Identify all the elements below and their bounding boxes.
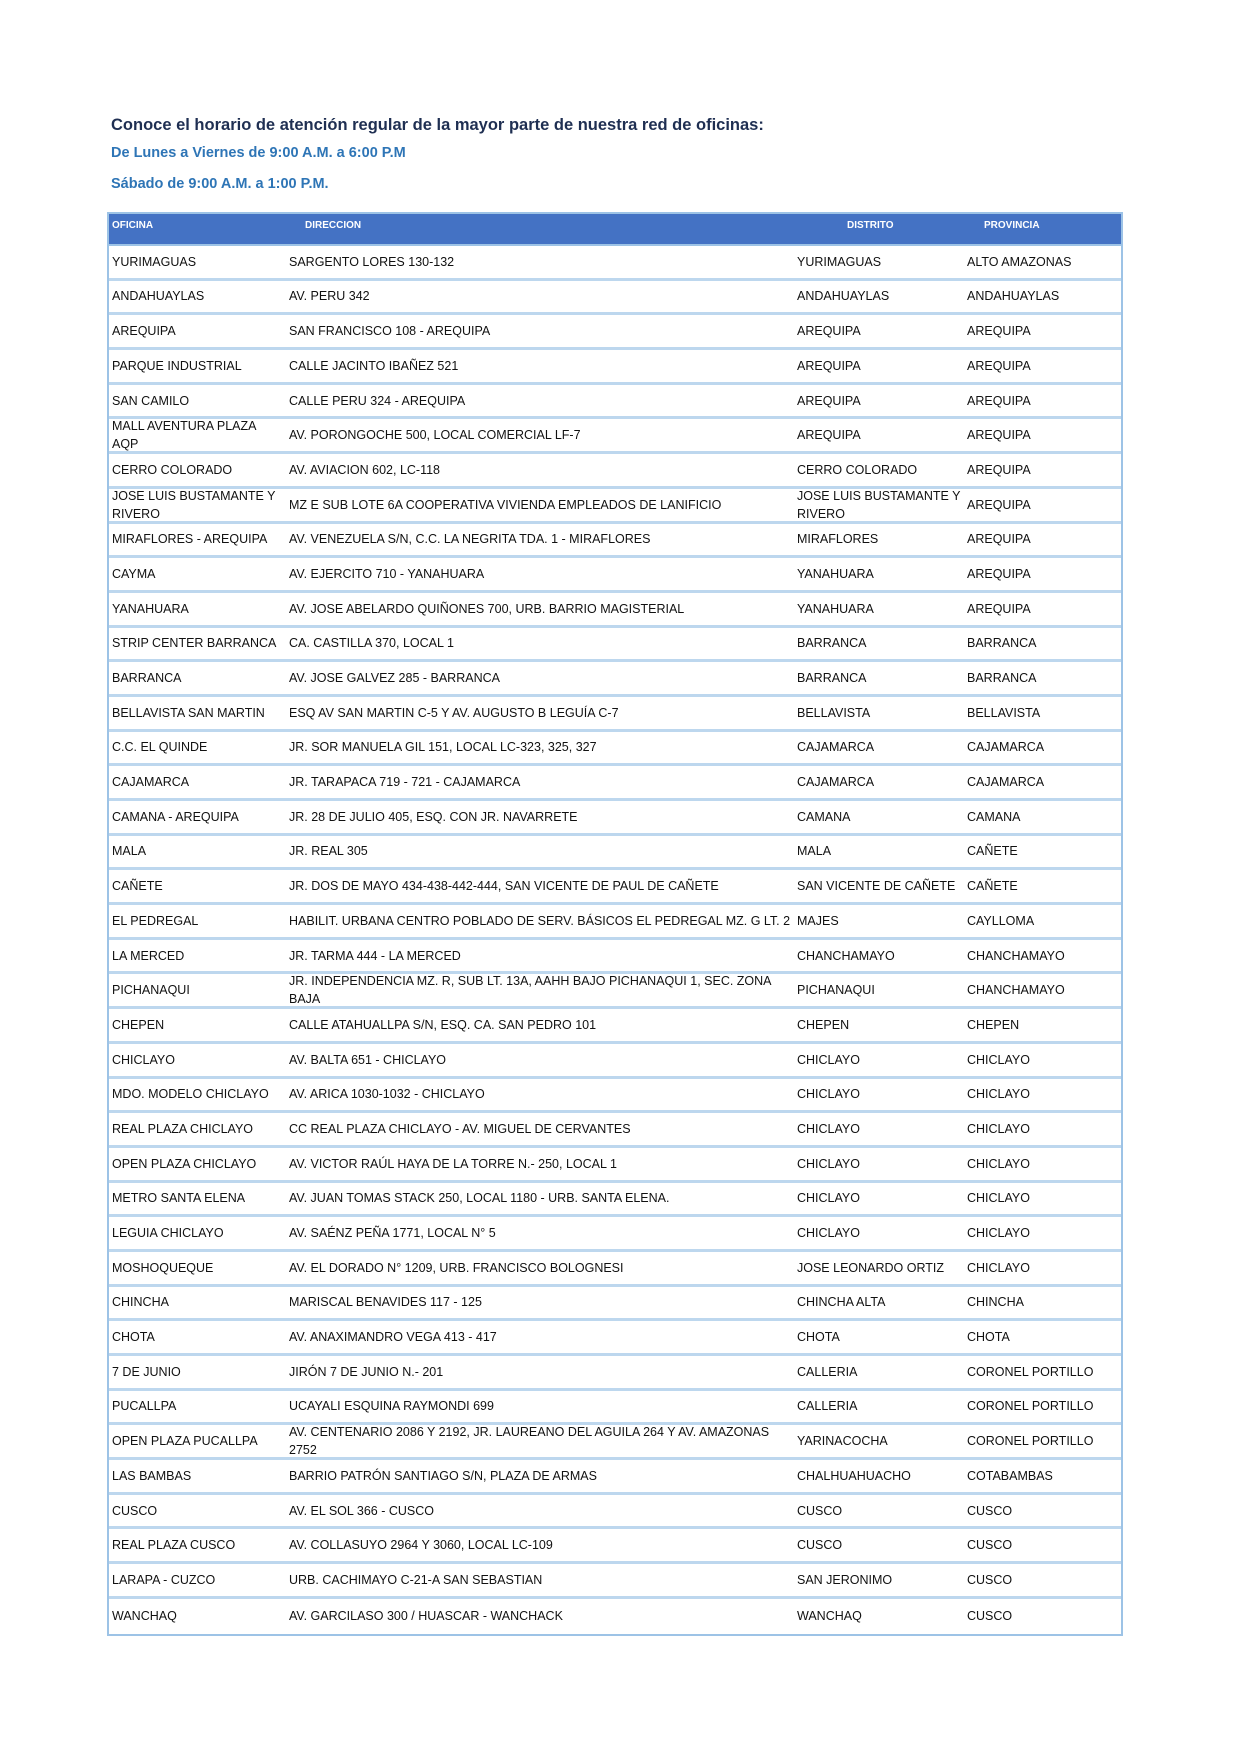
cell-provincia: AREQUIPA [967,532,1031,547]
cell-provincia: CUSCO [967,1503,1013,1518]
cell-oficina: EL PEDREGAL [112,913,199,928]
cell-oficina: MALA [112,844,147,859]
cell-oficina: CERRO COLORADO [112,462,233,477]
cell-oficina: CAMANA - AREQUIPA [112,809,239,824]
cell-direccion: AV. JOSE ABELARDO QUIÑONES 700, URB. BARRIO MAGISTERIAL [289,601,685,616]
cell-oficina: OPEN PLAZA CHICLAYO [112,1156,257,1171]
cell-provincia: CHINCHA [967,1295,1024,1310]
cell-direccion: ESQ AV SAN MARTIN C-5 Y AV. AUGUSTO B LEGUÍA C-7 [289,705,619,720]
cell-direccion: AV. JUAN TOMAS STACK 250, LOCAL 1180 - URB. SANTA ELENA. [289,1191,670,1206]
cell-provincia: ANDAHUAYLAS [967,289,1060,304]
cell-provincia: BARRANCA [967,636,1037,651]
table-row [109,593,1121,628]
cell-oficina: BARRANCA [112,671,182,686]
cell-direccion: CALLE PERU 324 - AREQUIPA [289,393,466,408]
cell-provincia: CHANCHAMAYO [967,983,1065,998]
cell-distrito: CHICLAYO [797,1191,860,1206]
cell-direccion: UCAYALI ESQUINA RAYMONDI 699 [289,1399,494,1414]
table-row [109,489,1121,524]
cell-direccion: CA. CASTILLA 370, LOCAL 1 [289,636,454,651]
cell-oficina: METRO SANTA ELENA [112,1191,246,1206]
cell-provincia: CAYLLOMA [967,913,1035,928]
cell-distrito: CUSCO [797,1503,843,1518]
cell-distrito: PICHANAQUI [797,983,875,998]
cell-distrito: CHICLAYO [797,1226,860,1241]
cell-distrito: CALLERIA [797,1399,858,1414]
cell-distrito: WANCHAQ [797,1609,862,1624]
cell-distrito: MIRAFLORES [797,532,879,547]
cell-oficina: YANAHUARA [112,601,189,616]
cell-direccion: AV. JOSE GALVEZ 285 - BARRANCA [289,671,500,686]
cell-oficina: 7 DE JUNIO [112,1364,181,1379]
cell-distrito: AREQUIPA [797,428,861,443]
table-row [109,1356,1121,1391]
table-row [109,1564,1121,1599]
cell-provincia: CAÑETE [967,844,1018,859]
cell-provincia: CORONEL PORTILLO [967,1434,1094,1449]
cell-direccion: JR. 28 DE JULIO 405, ESQ. CON JR. NAVARRETE [289,809,578,824]
cell-distrito: CHICLAYO [797,1052,860,1067]
cell-oficina: WANCHAQ [112,1609,177,1624]
table-row [109,1321,1121,1356]
table-row [109,1425,1121,1460]
cell-distrito: BARRANCA [797,671,867,686]
cell-direccion: AV. EL DORADO N° 1209, URB. FRANCISCO BOLOGNESI [289,1260,624,1275]
table-row [109,1183,1121,1218]
cell-oficina: CHEPEN [112,1017,165,1032]
table-row [109,732,1121,767]
table-row [109,940,1121,975]
table-row [109,1009,1121,1044]
table-row [109,870,1121,905]
cell-direccion: AV. BALTA 651 - CHICLAYO [289,1052,447,1067]
cell-distrito: YANAHUARA [797,601,874,616]
cell-oficina: MIRAFLORES - AREQUIPA [112,532,268,547]
cell-provincia: CHEPEN [967,1017,1020,1032]
cell-direccion: AV. EJERCITO 710 - YANAHUARA [289,566,485,581]
cell-oficina: LEGUIA CHICLAYO [112,1226,224,1241]
column-header-oficina: OFICINA [112,220,154,231]
cell-oficina: LA MERCED [112,948,185,963]
table-row [109,350,1121,385]
table-row [109,315,1121,350]
cell-provincia: CHICLAYO [967,1226,1030,1241]
table-body [109,246,1121,1634]
table-row [109,1148,1121,1183]
cell-direccion: JIRÓN 7 DE JUNIO N.- 201 [289,1364,444,1379]
cell-distrito: MALA [797,844,832,859]
column-header-direccion: DIRECCION [305,220,362,231]
cell-distrito: CHICLAYO [797,1087,860,1102]
cell-distrito: BELLAVISTA [797,705,871,720]
column-header-provincia: PROVINCIA [984,220,1040,231]
cell-oficina: PUCALLPA [112,1399,177,1414]
cell-direccion: AV. AVIACION 602, LC-118 [289,462,441,477]
cell-oficina: C.C. EL QUINDE [112,740,208,755]
cell-oficina: MDO. MODELO CHICLAYO [112,1087,269,1102]
cell-oficina: CHOTA [112,1330,155,1345]
cell-direccion: JR. REAL 305 [289,844,368,859]
cell-provincia: CAJAMARCA [967,740,1045,755]
cell-provincia: CAÑETE [967,879,1018,894]
cell-direccion: CC REAL PLAZA CHICLAYO - AV. MIGUEL DE CERVANTES [289,1121,631,1136]
cell-distrito: SAN JERONIMO [797,1572,893,1587]
table-row [109,1391,1121,1426]
cell-oficina: CAÑETE [112,879,163,894]
cell-provincia: AREQUIPA [967,358,1031,373]
cell-provincia: CHOTA [967,1330,1010,1345]
cell-oficina: CHICLAYO [112,1052,175,1067]
cell-direccion: AV. ANAXIMANDRO VEGA 413 - 417 [289,1330,497,1345]
cell-direccion: SAN FRANCISCO 108 - AREQUIPA [289,324,491,339]
table-row [109,1287,1121,1322]
cell-direccion: CALLE ATAHUALLPA S/N, ESQ. CA. SAN PEDRO 101 [289,1017,597,1032]
table-row [109,1044,1121,1079]
cell-distrito: JOSE LUIS BUSTAMANTE Y RIVERO [797,488,961,521]
cell-direccion: AV. PORONGOCHE 500, LOCAL COMERCIAL LF-7 [289,428,581,443]
cell-provincia: AREQUIPA [967,566,1031,581]
cell-distrito: YARINACOCHA [797,1434,888,1449]
cell-oficina: REAL PLAZA CHICLAYO [112,1121,254,1136]
cell-direccion: CALLE JACINTO IBAÑEZ 521 [289,358,459,373]
cell-oficina: CAYMA [112,566,156,581]
cell-distrito: CAMANA [797,809,851,824]
cell-direccion: AV. VICTOR RAÚL HAYA DE LA TORRE N.- 250, LOCAL 1 [289,1156,617,1171]
cell-distrito: SAN VICENTE DE CAÑETE [797,879,956,894]
cell-direccion: MARISCAL BENAVIDES 117 - 125 [289,1295,482,1310]
cell-oficina: MALL AVENTURA PLAZA AQP [112,419,256,452]
cell-oficina: LAS BAMBAS [112,1468,192,1483]
cell-distrito: CHINCHA ALTA [797,1295,886,1310]
weekday-hours: De Lunes a Viernes de 9:00 A.M. a 6:00 P.M [111,145,406,161]
cell-provincia: AREQUIPA [967,393,1031,408]
table-row [109,1217,1121,1252]
cell-distrito: YURIMAGUAS [797,254,882,269]
cell-provincia: CAJAMARCA [967,775,1045,790]
cell-distrito: AREQUIPA [797,324,861,339]
cell-provincia: BELLAVISTA [967,705,1041,720]
cell-direccion: AV. ARICA 1030-1032 - CHICLAYO [289,1087,485,1102]
table-row [109,1529,1121,1564]
table-row [109,558,1121,593]
cell-direccion: AV. COLLASUYO 2964 Y 3060, LOCAL LC-109 [289,1538,553,1553]
saturday-hours: Sábado de 9:00 A.M. a 1:00 P.M. [111,176,329,192]
cell-distrito: CHALHUAHUACHO [797,1468,911,1483]
cell-provincia: COTABAMBAS [967,1468,1053,1483]
page-title: Conoce el horario de atención regular de la mayor parte de nuestra red de oficinas: [111,116,764,134]
cell-oficina: STRIP CENTER BARRANCA [112,636,277,651]
table-row [109,766,1121,801]
cell-distrito: AREQUIPA [797,358,861,373]
cell-oficina: PARQUE INDUSTRIAL [112,358,242,373]
cell-direccion: AV. EL SOL 366 - CUSCO [289,1503,434,1518]
table-row [109,801,1121,836]
cell-distrito: CALLERIA [797,1364,858,1379]
cell-distrito: CHICLAYO [797,1156,860,1171]
cell-direccion: JR. DOS DE MAYO 434-438-442-444, SAN VICENTE DE PAUL DE CAÑETE [289,879,719,894]
cell-distrito: CHOTA [797,1330,840,1345]
cell-direccion: AV. VENEZUELA S/N, C.C. LA NEGRITA TDA. 1 - MIRAFLORES [289,532,651,547]
table-row [109,1599,1121,1634]
cell-provincia: ALTO AMAZONAS [967,254,1072,269]
cell-direccion: MZ E SUB LOTE 6A COOPERATIVA VIVIENDA EMPLEADOS DE LANIFICIO [289,497,722,512]
cell-provincia: CHANCHAMAYO [967,948,1065,963]
cell-direccion: AV. SAÉNZ PEÑA 1771, LOCAL N° 5 [289,1226,496,1241]
table-row [109,281,1121,316]
cell-provincia: BARRANCA [967,671,1037,686]
cell-oficina: OPEN PLAZA PUCALLPA [112,1434,258,1449]
cell-distrito: CHICLAYO [797,1121,860,1136]
cell-distrito: CAJAMARCA [797,740,875,755]
cell-oficina: PICHANAQUI [112,983,190,998]
cell-provincia: AREQUIPA [967,601,1031,616]
cell-provincia: AREQUIPA [967,324,1031,339]
cell-direccion: AV. GARCILASO 300 / HUASCAR - WANCHACK [289,1609,563,1624]
cell-oficina: REAL PLAZA CUSCO [112,1538,236,1553]
table-row [109,1460,1121,1495]
table-row [109,454,1121,489]
cell-provincia: CHICLAYO [967,1121,1030,1136]
cell-direccion: SARGENTO LORES 130-132 [289,254,455,269]
cell-distrito: ANDAHUAYLAS [797,289,890,304]
cell-oficina: CUSCO [112,1503,158,1518]
column-header-distrito: DISTRITO [847,220,894,231]
cell-distrito: CHANCHAMAYO [797,948,895,963]
cell-distrito: CAJAMARCA [797,775,875,790]
cell-direccion: JR. TARAPACA 719 - 721 - CAJAMARCA [289,775,521,790]
table-row [109,246,1121,281]
offices-table [107,212,1123,1636]
cell-direccion: BARRIO PATRÓN SANTIAGO S/N, PLAZA DE ARMAS [289,1468,597,1483]
cell-direccion: AV. PERU 342 [289,289,370,304]
cell-provincia: AREQUIPA [967,462,1031,477]
cell-oficina: ANDAHUAYLAS [112,289,205,304]
cell-oficina: YURIMAGUAS [112,254,197,269]
cell-direccion: JR. INDEPENDENCIA MZ. R, SUB LT. 13A, AAHH BAJO PICHANAQUI 1, SEC. ZONA BAJA [289,974,771,1007]
cell-direccion: JR. SOR MANUELA GIL 151, LOCAL LC-323, 325, 327 [289,740,597,755]
cell-provincia: CUSCO [967,1572,1013,1587]
cell-distrito: MAJES [797,913,839,928]
cell-provincia: CHICLAYO [967,1156,1030,1171]
cell-provincia: CHICLAYO [967,1191,1030,1206]
table-row [109,662,1121,697]
cell-direccion: HABILIT. URBANA CENTRO POBLADO DE SERV. BÁSICOS EL PEDREGAL MZ. G LT. 2 [289,913,791,928]
cell-provincia: CHICLAYO [967,1260,1030,1275]
cell-distrito: CERRO COLORADO [797,462,918,477]
table-header [109,214,1121,246]
table-row [109,524,1121,559]
cell-provincia: CUSCO [967,1609,1013,1624]
cell-oficina: JOSE LUIS BUSTAMANTE Y RIVERO [112,488,276,521]
cell-provincia: CAMANA [967,809,1021,824]
table-row [109,1252,1121,1287]
cell-provincia: AREQUIPA [967,497,1031,512]
cell-oficina: CHINCHA [112,1295,169,1310]
cell-distrito: BARRANCA [797,636,867,651]
cell-oficina: MOSHOQUEQUE [112,1260,214,1275]
cell-provincia: CHICLAYO [967,1087,1030,1102]
cell-direccion: URB. CACHIMAYO C-21-A SAN SEBASTIAN [289,1572,543,1587]
cell-distrito: JOSE LEONARDO ORTIZ [797,1260,945,1275]
cell-oficina: LARAPA - CUZCO [112,1572,216,1587]
table-row [109,836,1121,871]
cell-distrito: YANAHUARA [797,566,874,581]
table-row [109,1079,1121,1114]
cell-direccion: JR. TARMA 444 - LA MERCED [289,948,461,963]
cell-distrito: CHEPEN [797,1017,850,1032]
cell-provincia: CHICLAYO [967,1052,1030,1067]
cell-oficina: BELLAVISTA SAN MARTIN [112,705,265,720]
table-row [109,628,1121,663]
table-row [109,697,1121,732]
table-row [109,385,1121,420]
cell-oficina: CAJAMARCA [112,775,190,790]
cell-provincia: CORONEL PORTILLO [967,1364,1094,1379]
cell-distrito: CUSCO [797,1538,843,1553]
cell-oficina: SAN CAMILO [112,393,190,408]
cell-oficina: AREQUIPA [112,324,176,339]
table-row [109,905,1121,940]
cell-provincia: CORONEL PORTILLO [967,1399,1094,1414]
table-row [109,1495,1121,1530]
cell-direccion: AV. CENTENARIO 2086 Y 2192, JR. LAUREANO DEL AGUILA 264 Y AV. AMAZONAS 2752 [289,1425,770,1458]
cell-provincia: AREQUIPA [967,428,1031,443]
table-row [109,1113,1121,1148]
table-row [109,974,1121,1009]
table-row [109,419,1121,454]
cell-provincia: CUSCO [967,1538,1013,1553]
cell-distrito: AREQUIPA [797,393,861,408]
